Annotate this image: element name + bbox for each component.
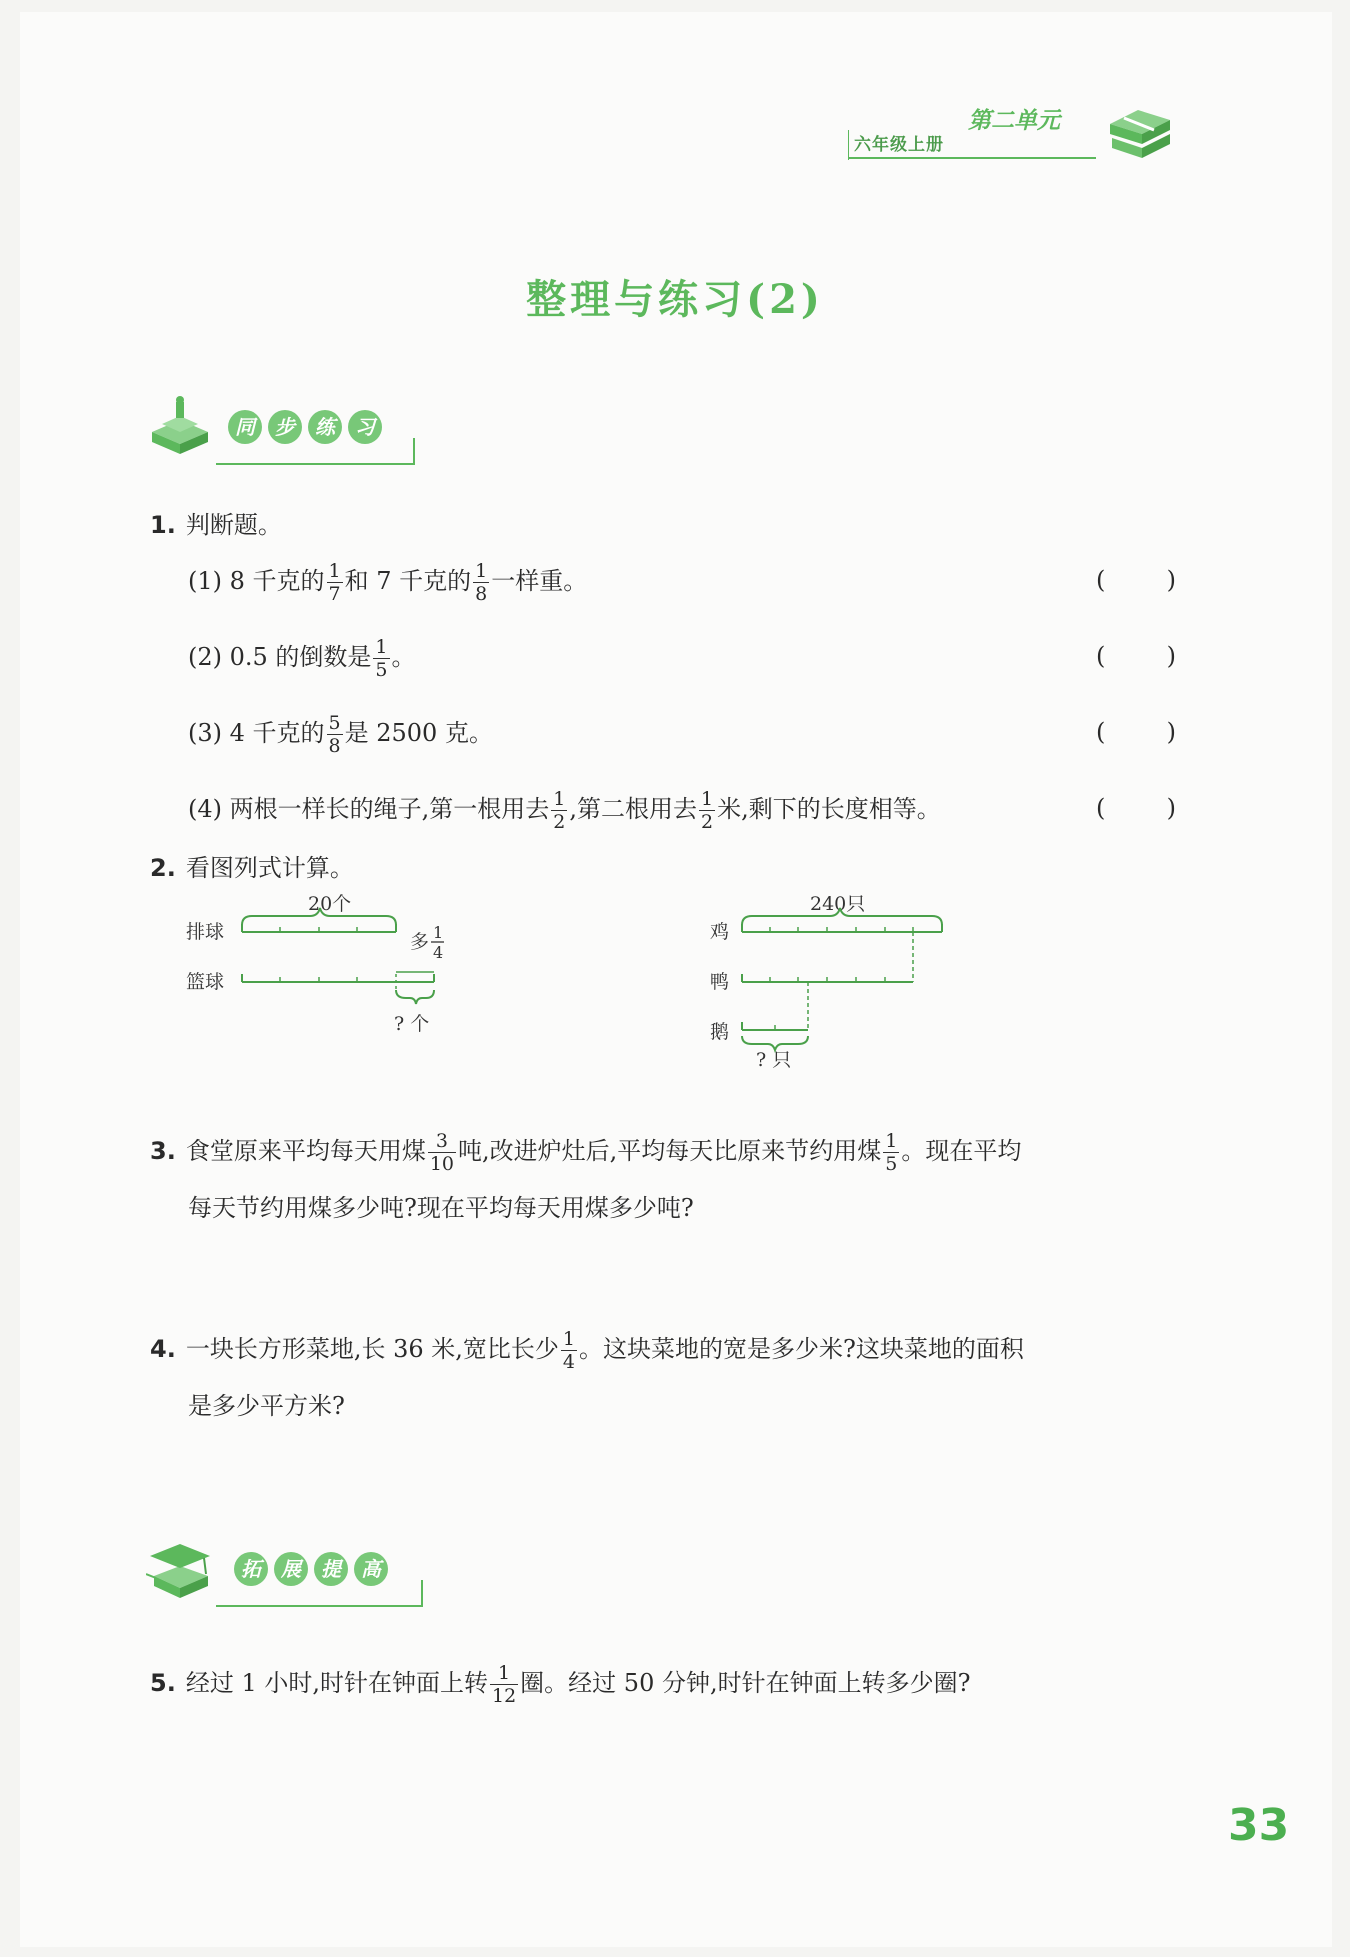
question-1-item-3 xyxy=(188,712,493,757)
unit-badge xyxy=(848,100,1178,170)
answer-blank[interactable]: ( ) xyxy=(1096,642,1176,670)
item-text: 米,剩下的长度相等。 xyxy=(717,795,941,823)
bottom-label: ? 只 xyxy=(756,1049,792,1070)
volleyball-basketball-diagram xyxy=(180,880,500,1040)
page-number: 33 xyxy=(1228,1800,1290,1851)
fraction: $\frac{1}{2}$ xyxy=(701,788,714,833)
question-number: 3. xyxy=(150,1137,176,1165)
top-label: 20个 xyxy=(308,893,352,915)
section-char: 拓 xyxy=(234,1552,268,1586)
question-1-item-4 xyxy=(188,788,941,833)
grade-label: 六年级上册 xyxy=(854,135,944,155)
page-title: 整理与练习(2) xyxy=(526,276,824,323)
top-label: 240只 xyxy=(810,893,866,915)
answer-blank[interactable]: ( ) xyxy=(1096,566,1176,594)
row-label-goose: 鹅 xyxy=(710,1021,730,1043)
question-number: 1. xyxy=(150,511,176,539)
item-text: (2) 0.5 的倒数是 xyxy=(188,643,372,671)
answer-blank[interactable]: ( ) xyxy=(1096,718,1176,746)
answer-blank[interactable]: ( ) xyxy=(1096,794,1176,822)
fraction: $\frac{1}{7}$ xyxy=(328,560,341,605)
row-label-volleyball: 排球 xyxy=(186,921,225,943)
section-char: 步 xyxy=(268,410,302,444)
section-char: 高 xyxy=(354,1552,388,1586)
section-extension xyxy=(146,1534,446,1610)
fraction: $\frac{1}{4}$ xyxy=(562,1328,575,1373)
row-label-chicken: 鸡 xyxy=(710,921,730,943)
question-text: 。现在平均 xyxy=(901,1137,1022,1165)
question-1-stem xyxy=(150,505,282,545)
question-5 xyxy=(150,1662,970,1707)
fraction: $\frac{1}{12}$ xyxy=(491,1662,517,1707)
item-text: 和 7 千克的 xyxy=(344,567,472,595)
section-char: 习 xyxy=(348,410,382,444)
question-text: 食堂原来平均每天用煤 xyxy=(185,1137,426,1165)
question-1-item-1 xyxy=(188,560,587,605)
fraction: $\frac{1}{8}$ xyxy=(475,560,488,605)
question-number: 5. xyxy=(150,1669,176,1697)
row-label-duck: 鸭 xyxy=(710,971,730,993)
item-text: ,第二根用去 xyxy=(569,795,697,823)
fraction: $\frac{3}{10}$ xyxy=(429,1130,455,1175)
row-label-basketball: 篮球 xyxy=(186,971,225,993)
question-3 xyxy=(150,1130,1021,1175)
section-char: 同 xyxy=(228,410,262,444)
unit-label: 第二单元 xyxy=(968,108,1060,134)
fraction-denominator: 4 xyxy=(433,943,444,962)
question-text: 吨,改进炉灶后,平均每天比原来节约用煤 xyxy=(458,1137,882,1165)
more-label: 多 xyxy=(410,931,430,953)
question-text: 经过 1 小时,时针在钟面上转 xyxy=(185,1669,488,1697)
question-text: 判断题。 xyxy=(185,511,282,539)
item-text: 一样重。 xyxy=(491,567,588,595)
question-1-item-2 xyxy=(188,636,416,681)
section-char: 练 xyxy=(308,410,342,444)
question-text: 。这块菜地的宽是多少米?这块菜地的面积 xyxy=(578,1335,1024,1363)
question-number: 2. xyxy=(150,854,176,882)
fraction: $\frac{1}{5}$ xyxy=(375,636,388,681)
item-text: 是 2500 克。 xyxy=(344,719,493,747)
question-text: 圈。经过 50 分钟,时针在钟面上转多少圈? xyxy=(520,1669,971,1697)
bottom-label: ? 个 xyxy=(394,1013,430,1035)
question-4-line-2: 是多少平方米? xyxy=(188,1392,345,1420)
section-sync-practice xyxy=(146,392,446,468)
question-4 xyxy=(150,1328,1024,1373)
question-3-line-2: 每天节约用煤多少吨?现在平均每天用煤多少吨? xyxy=(188,1194,694,1222)
fraction: $\frac{1}{2}$ xyxy=(553,788,566,833)
item-text: (1) 8 千克的 xyxy=(188,567,325,595)
item-text: (3) 4 千克的 xyxy=(188,719,325,747)
question-text: 一块长方形菜地,长 36 米,宽比长少 xyxy=(185,1335,559,1363)
fraction: $\frac{1}{5}$ xyxy=(885,1130,898,1175)
question-number: 4. xyxy=(150,1335,176,1363)
fraction: $\frac{5}{8}$ xyxy=(328,712,341,757)
section-char: 提 xyxy=(314,1552,348,1586)
section-char: 展 xyxy=(274,1552,308,1586)
item-text: (4) 两根一样长的绳子,第一根用去 xyxy=(188,795,550,823)
item-text: 。 xyxy=(391,643,416,671)
fraction-numerator: 1 xyxy=(433,923,444,942)
chicken-duck-goose-diagram xyxy=(700,880,960,1070)
question-text: 看图列式计算。 xyxy=(185,854,354,882)
